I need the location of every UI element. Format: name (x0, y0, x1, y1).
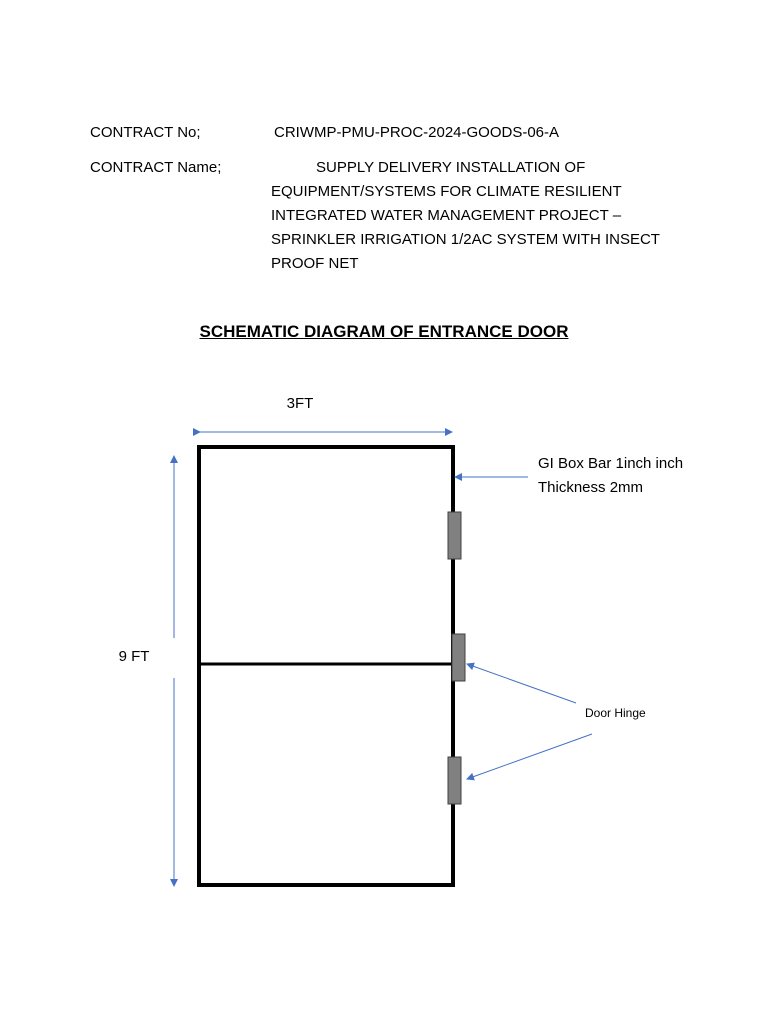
contract-name-label: CONTRACT Name; (90, 159, 222, 176)
door-hinge-bottom (448, 757, 461, 804)
hinge-arrow-lower (467, 734, 592, 779)
frame-note-line2: Thickness 2mm (538, 479, 644, 496)
door-frame (199, 447, 453, 885)
contract-no-label: CONTRACT No; (90, 124, 201, 141)
frame-note-line1: GI Box Bar 1inch inch (538, 455, 684, 472)
contract-no-value: CRIWMP-PMU-PROC-2024-GOODS-06-A (274, 124, 560, 141)
contract-name-line: SUPPLY DELIVERY INSTALLATION OF (316, 159, 586, 176)
door-hinge-top (448, 512, 461, 559)
hinge-arrow-upper (467, 664, 576, 703)
height-dimension-label: 9 FT (118, 648, 150, 665)
door-hinge-middle (452, 634, 465, 681)
contract-name-line: EQUIPMENT/SYSTEMS FOR CLIMATE RESILIENT (271, 183, 622, 200)
contract-name-line: INTEGRATED WATER MANAGEMENT PROJECT – (271, 207, 622, 224)
contract-name-line: PROOF NET (271, 255, 359, 272)
hinge-label: Door Hinge (585, 706, 646, 720)
contract-name-line: SPRINKLER IRRIGATION 1/2AC SYSTEM WITH INSECT (271, 231, 660, 248)
width-dimension-label: 3FT (286, 395, 314, 412)
diagram-title: SCHEMATIC DIAGRAM OF ENTRANCE DOOR (199, 322, 569, 341)
